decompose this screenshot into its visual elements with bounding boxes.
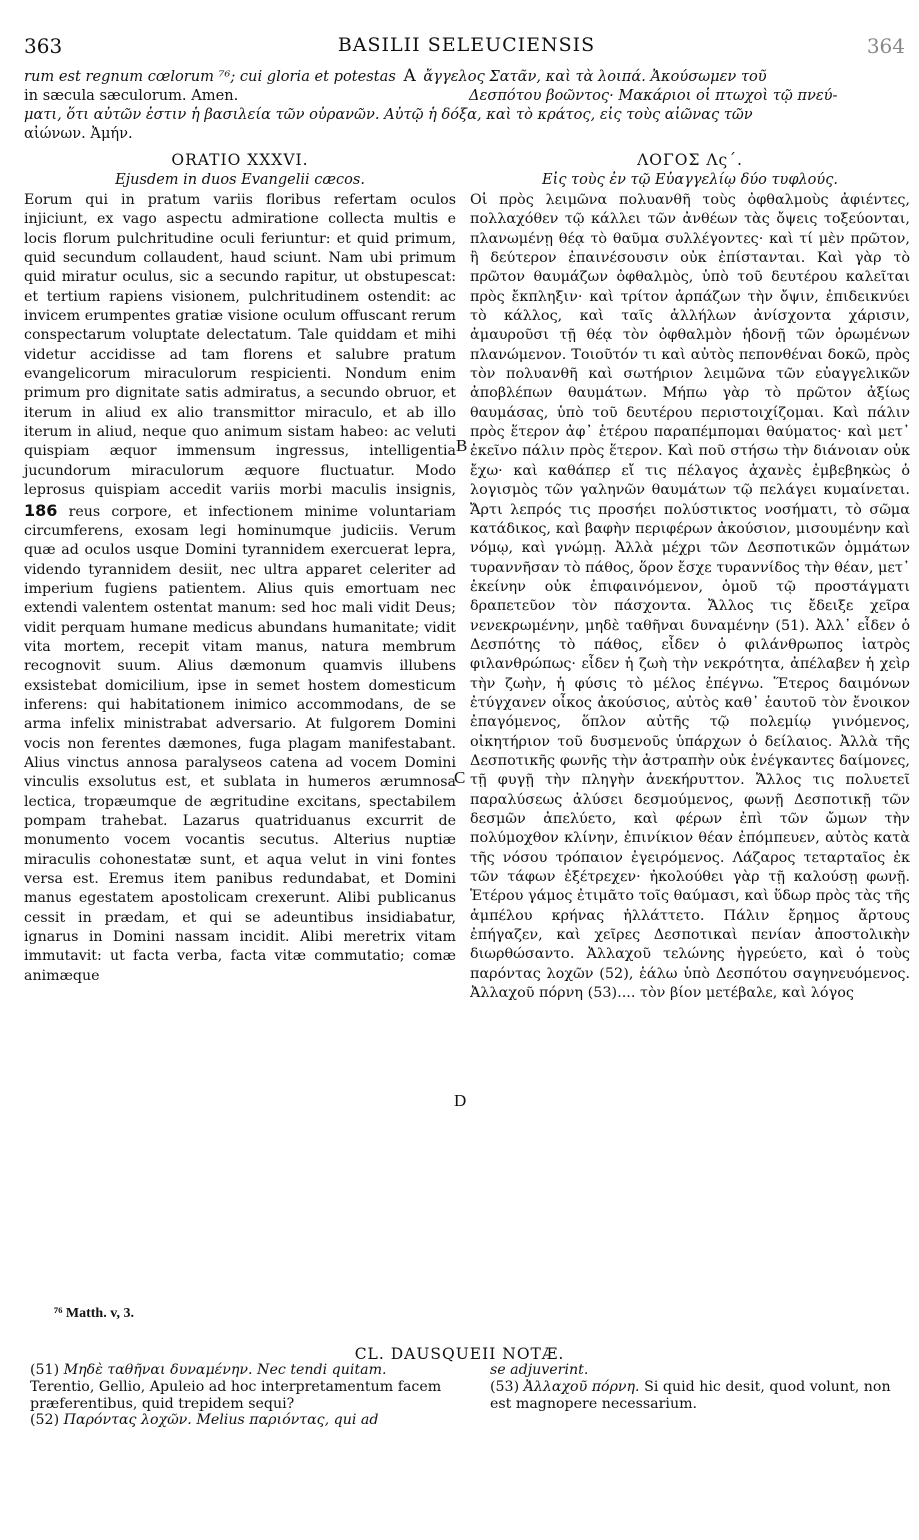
folio-number: 186	[24, 500, 58, 520]
intro-block	[24, 67, 909, 143]
running-head	[24, 34, 909, 56]
note-53	[490, 1379, 900, 1413]
note-52-lemma: Παρόντας λοχῶν.	[63, 1412, 192, 1429]
note-52-continuation: se adjuverint.	[490, 1362, 589, 1378]
intro-latin-2: in sæcula sæculorum. Amen.	[24, 87, 239, 104]
margin-letter-d: D	[454, 1091, 467, 1110]
notes-heading: CL. DAUSQUEII NOTÆ.	[354, 1345, 565, 1363]
note-51-number: (51)	[30, 1362, 60, 1378]
note-53-number: (53)	[490, 1378, 520, 1395]
greek-text: Οἱ πρὸς λειμῶνα πολυανθῆ τοὺς ὀφθαλμοὺς ἀφιέντες, πολλαχόθεν τῷ κάλλει τῶν ἀνθέων τὰς ὄψεις τοξεύονται, πλανωμένῃ θέᾳ τὸ θαῦμα συλλέγοντες· καὶ τί μὲν πρῶτον, ἢ δεύτερον ἐπαινέσουσιν οὐκ ἐπίστανται. Καὶ γὰρ τὸ πρῶτον θαυμάζων ὀφθαλμὸς, ὑπὸ τοῦ δευτέρου καλεῖται πρὸς ἔκπληξιν· καὶ τρίτον ἁρπάζων τὴν ὄψιν, ἐπιδεικνύει τὸ κάλλος, καὶ ταῖς ἀλλήλων ἀνίσχοντα χάρισιν, ἀμαυροῦσι τῇ θέᾳ τὸν ὀφθαλμὸν ἡδονῇ τῶν ὁρωμένων πλανώμενον. Τοιοῦτόν τι καὶ αὐτὸς πεπονθέναι δοκῶ, πρὸς τὸν πολυανθῆ καὶ σωτήριον λειμῶνα τῶν εὐαγγελικῶν ἀποβλέπων θαυμάτων. Μήπω γὰρ τὸ πρῶτον ἀξίως θαυμάσας, ὑπὸ τοῦ δευτέρου περιστοιχίζομαι. Καὶ πάλιν πρὸς ἕτερον ἀφ᾽ ἑτέρου παραπέμπομαι θαύματος· καὶ μετ᾽ ἐκεῖνο πάλιν πρὸς ἕτερον. Καὶ ποῦ στήσω τὴν διάνοιαν οὐκ ἔχω· καὶ καθάπερ εἴ τις πέλαγος ἀχανὲς ἐμβεβηκὼς ὁ λογισμὸς τῶν γαληνῶν θαυμάτων τῷ πελάγει κυμαίνεται. Ἄρτι λεπρός τις προσήει πολύστικτος νοσήματι, τὸ σῶμα κατάδικος, καὶ βαφὴν περιφέρων ἀκούσιον, μισουμένην καὶ νόμῳ, καὶ γνώμῃ. Ἀλλὰ μέχρι τῶν Δεσποτικῶν ὀμμάτων τυραννῆσαν τὸ πάθος, ὅρον ἔσχε τυραννίδος τὴν θέαν, μετ᾽ ἐκείνην οὐκ ἐπιφαινόμενον, ὁμοῦ τῷ προστάγματι δραπετεῦον τὸν πάσχοντα. Ἄλλος τις ἔδειξε χεῖρα νενεκρωμένην, μηδὲ ταθῆναι δυναμένην (51). Ἀλλ᾽ εἶδεν ὁ Δεσπότης τὸ πάθος, εἶδεν ὁ φιλάνθρωπος ἰατρὸς φιλανθρώπως· εἶδεν ἡ ζωὴ τὴν νεκρότητα, ἀπέλαβεν ἡ χεὶρ τὴν ζωὴν, ἡ φύσις τὸ μέλος ἐπέγνω. Ἕτερος δαιμόνων ἐτύγχανεν οἶκος ἀκούσιος, αὐτὸς καθ᾽ ἑαυτοῦ τὸν ἔνοικον ἐπαγόμενος, ὅπλον αὐτῆς τῷ πολεμίῳ γινόμενος, οἰκητήριον τοῦ δυσμενοῦς ὑπάρχων ὁ δείλαιος. Ἀλλὰ τῆς Δεσποτικῆς φωνῆς τὴν ἀστραπὴν οὐκ ἐνέγκαντες δαίμονες, τῇ φυγῇ τὴν πληγὴν ἀνεκήρυττον. Ἄλλος τις πολυετεῖ παραλύσεως ἁλύσει δεσμούμενος, φωνῇ Δεσποτικῇ τῶν δεσμῶν ἀπελύετο, καὶ φέρων ἐπὶ τῶν ὤμων τὴν πολύμοχθον κλίνην, ἐπινίκιον θέαν ἐπόμπευεν, αὐτὸς κατὰ τῆς νόσου τρόπαιον ἐγειρόμενος. Λάζαρος τεταρταῖος ἐκ τῶν τάφων ἐξέτρεχεν· ἠκολούθει γὰρ τῇ καλούσῃ φωνῇ. Ἑτέρου γάμος ἐτιμᾶτο τοῖς θαύμασι, καὶ ὕδωρ πρὸς τὰς τῆς ἀμπέλου κρήνας ἠλλάττετο. Πάλιν ἔρημος ἄρτους ἐπήγαζεν, καὶ χεῖρες Δεσποτικαὶ πενίαν ἀποστολικὴν διωρθώσαντο. Ἀλλαχοῦ τελώνης ἠγρεύετο, καὶ ὁ τοὺς παρόντας λοχῶν (52), ἑάλω ὑπὸ Δεσπότου σαγηνευόμενος. Ἀλλαχοῦ πόρνη (53).... τὸν βίον μετέβαλε, καὶ λόγος	[470, 192, 910, 1002]
note-52-number: (52)	[30, 1412, 60, 1429]
margin-letter-c: C	[454, 768, 466, 787]
oration-subtitle-greek: Εἰς τοὺς ἐν τῷ Εὐαγγελίῳ δύο τυφλούς.	[542, 172, 838, 188]
latin-text-part-2: reus corpore, et infectionem minime voluntariam circumferens, exosam legi hominumque judiciis. Verum quæ ad oculos usque Domini tyrannidem exercuerat lepra, videndo tyrannidem desiit, nec ultra apparet celeriter ad imperium fugiens patientem. Alius quis emortuam nec extendi valentem ostentat manum: sed hoc mali vidit Deus; vidit perquam humane medicus abundans humanitate; vidit vita mortem, recepit vitam manus, natura membrum recognovit suum. Alius dæmonum quamvis illubens exsistebat domicilium, ipse in semet hostem domesticum inferens: qui habitationem inimico accommodans, de se arma infelix ministrabat adversario. At fulgorem Domini vocis non ferentes dæmones, fuga plagam manifestabant. Alius vinctus annosa paralyseos catena ad vocem Domini vinculis exsolutus est, et sublata in humeros ærumnosa lectica, tropæumque de ægritudine excitans, spectabilem pompam trahebat. Lazarus quatriduanus excurrit de monumento vocem vocantis secutus. Alterius nuptiæ miraculis cohonestatæ sunt, et aqua velut in vini fontes versa est. Eremus item panibus redundabat, et Domini manus egestatem apostolicam crexerunt. Alibi publicanus cessit in prædam, et qui se adeuntibus insidiabatur, ignarus in Domini nassam incidit. Alibi meretrix vitam immutavit: ut facta verba, facta vitæ commutatio; comæ animæque	[24, 503, 456, 984]
intro-greek-1: ἄγγελος Σατᾶν, καὶ τὰ λοιπά. Ἀκούσωμεν τοῦ	[423, 68, 767, 85]
latin-text-part-1: Eorum qui in pratum variis floribus refertam oculos injiciunt, ex vago aspectu admiratione collecta multis e locis florum pulchritudine oculi feriuntur: et quid primum, quid secundum collaudent, haud sciunt. Nam ubi primum quid miratur oculus, sic a secundo rapitur, ut obstupescat: et tertium rapiens visionem, pulchritudinem ostendit: ac invicem erumpentes gratiæ visione oculum offuscant rerum conspectarum voluptate delectatum. Tale quiddam et mihi videtur accidisse ad tam florens et salubre pratum evangelicorum miraculorum respicienti. Nondum enim primum pro dignitate satis admiratus, a secundo obruor, et iterum in aliud ex alio transmittor miraculo, et ab illo iterum in aliud, neque quo animum sistam habeo: ac veluti quispiam æquor immensum ingressus, intelligentia jucundorum miraculorum æquore fluctuatur. Modo leprosus quispiam accedit variis morbi maculis insignis,	[24, 192, 456, 499]
intro-line-1	[24, 67, 909, 86]
greek-column	[470, 150, 910, 1003]
latin-text	[24, 191, 456, 986]
intro-line-3: ματι, ὅτι αὐτῶν ἐστιν ἡ βασιλεία τῶν οὐρανῶν. Αὐτῷ ἡ δόξα, καὶ τὸ κράτος, εἰς τοὺς αἰῶνας τῶν	[24, 106, 753, 123]
footnote: ⁷⁶ Matth. v, 3.	[54, 1306, 134, 1321]
page-number-left: 363	[24, 34, 63, 58]
latin-column	[24, 150, 456, 986]
note-51-lemma: Μηδὲ ταθῆναι δυναμένην. Nec tendi quitam.	[63, 1362, 387, 1378]
note-51-text: Terentio, Gellio, Apuleio ad hoc interpretamentum facem præferentibus, quid trepidem sequi?	[30, 1378, 442, 1412]
oration-subtitle-latin: Ejusdem in duos Evangelii cæcos.	[115, 172, 365, 188]
notes-left-column	[30, 1362, 450, 1429]
note-53-lemma: Ἀλλαχοῦ πόρνη.	[523, 1378, 640, 1395]
note-51	[30, 1362, 450, 1412]
note-52-text: Melius παριόντας, qui ad	[196, 1412, 379, 1429]
intro-latin-1: rum est regnum cœlorum ⁷⁶; cui gloria et potestas	[24, 68, 396, 85]
oration-heading-latin: ORATIO XXXVI.	[171, 151, 309, 169]
margin-letter-b: B	[456, 436, 468, 455]
notes-right-column	[490, 1362, 900, 1412]
running-title: BASILII SELEUCIENSIS	[337, 34, 596, 56]
intro-line-2	[24, 86, 909, 105]
note-53-text: Si quid hic desit, quod volunt, non est magnopere necessarium.	[490, 1378, 891, 1412]
oration-heading-greek: ΛΟΓΟΣ Λς΄.	[637, 151, 743, 169]
margin-letter-a: A	[403, 67, 416, 86]
intro-line-4: αἰώνων. Ἀμήν.	[24, 125, 133, 142]
page-number-right: 364	[866, 34, 905, 58]
intro-greek-2: Δεσπότου βοῶντος· Μακάριοι οἱ πτωχοὶ τῷ πνεύ-	[469, 87, 838, 104]
note-52	[30, 1412, 450, 1429]
